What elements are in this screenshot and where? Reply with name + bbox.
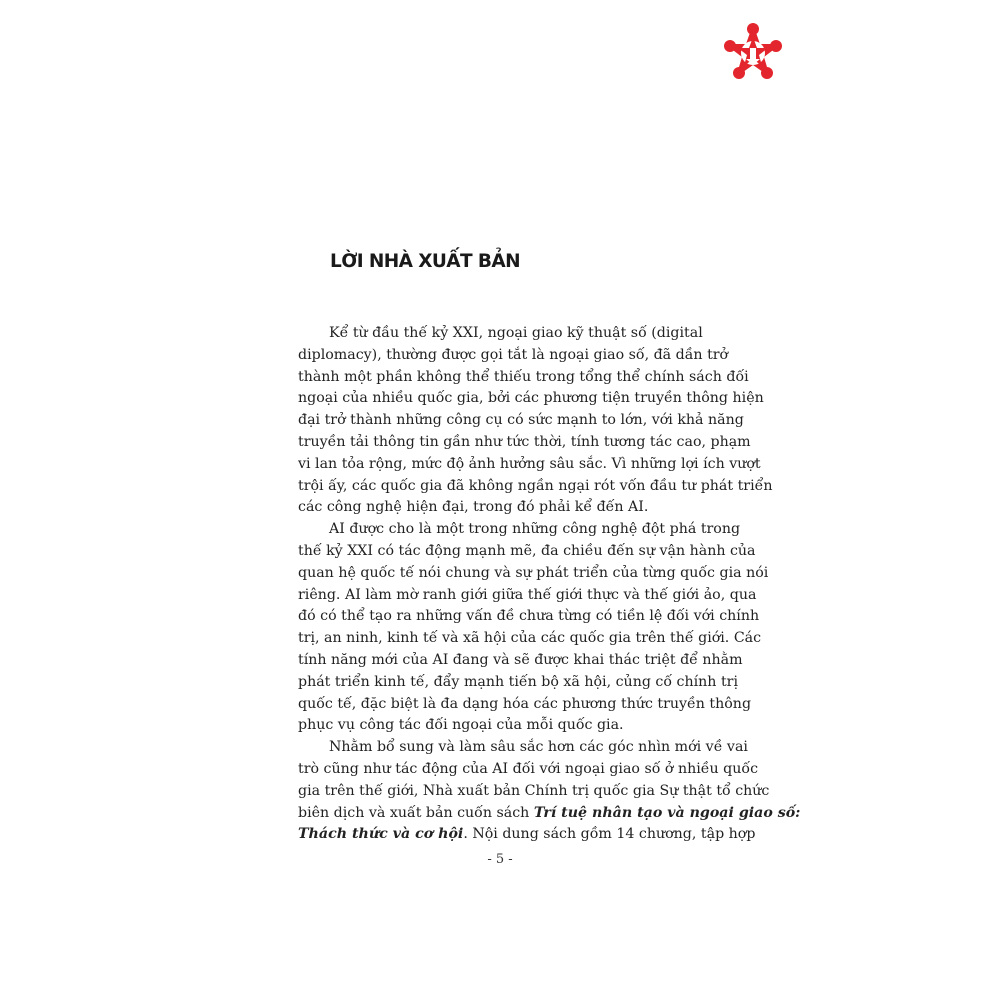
body-line: phục vụ công tác đối ngoại của mỗi quốc gia. [298,717,624,734]
red-star-emblem-icon [722,22,784,84]
body-line: riêng. AI làm mờ ranh giới giữa thế giới thực và thế giới ảo, qua [298,586,757,603]
body-line: vi lan tỏa rộng, mức độ ảnh hưởng sâu sắc. Vì những lợi ích vượt [298,455,761,472]
body-line: tính năng mới của AI đang và sẽ được khai thác triệt để nhằm [298,651,743,668]
body-line: Kể từ đầu thế kỷ XXI, ngoại giao kỹ thuật số (digital [329,325,703,341]
body-line: Nhằm bổ sung và làm sâu sắc hơn các góc nhìn mới về vai [329,739,748,756]
publisher-logo [722,22,784,84]
body-line: đó có thể tạo ra những vấn đề chưa từng có tiền lệ đối với chính [298,608,760,625]
body-line: đại trở thành những công cụ có sức mạnh to lớn, với khả năng [298,412,744,429]
body-line: ngoại của nhiều quốc gia, bởi các phương tiện truyền thông hiện [298,390,764,407]
body-line: trị, an ninh, kinh tế và xã hội của các quốc gia trên thế giới. Các [298,630,762,647]
body-line: truyền tải thông tin gần như tức thời, tính tương tác cao, phạm [298,433,751,450]
body-line: trội ấy, các quốc gia đã không ngần ngại rót vốn đầu tư phát triển [298,477,773,494]
body-line: Thách thức và cơ hội. Nội dung sách gồm 14 chương, tập hợp [298,826,756,843]
body-line: thế kỷ XXI có tác động mạnh mẽ, đa chiều đến sự vận hành của [298,542,756,559]
body-line: trò cũng như tác động của AI đối với ngoại giao số ở nhiều quốc [298,760,759,777]
body-line: quốc tế, đặc biệt là đa dạng hóa các phương thức truyền thông [298,695,752,712]
body-line: các công nghệ hiện đại, trong đó phải kể đến AI. [298,499,649,516]
section-heading: LỜI NHÀ XUẤT BẢN [330,251,520,272]
book-title-part: Thách thức và cơ hội [298,826,464,843]
page-number: - 5 - [487,852,513,867]
body-line: gia trên thế giới, Nhà xuất bản Chính trị quốc gia Sự thật tổ chức [298,782,770,799]
book-title-part: Trí tuệ nhân tạo và ngoại giao số: [533,804,801,821]
body-line: biên dịch và xuất bản cuốn sách Trí tuệ nhân tạo và ngoại giao số: [298,804,801,821]
body-line: quan hệ quốc tế nói chung và sự phát triển của từng quốc gia nói [298,564,769,581]
body-line: thành một phần không thể thiếu trong tổng thể chính sách đối [298,368,749,385]
body-text [298,323,801,846]
body-line: diplomacy), thường được gọi tắt là ngoại giao số, đã dần trở [298,346,729,363]
body-line: phát triển kinh tế, đẩy mạnh tiến bộ xã hội, củng cố chính trị [298,673,738,690]
body-line: AI được cho là một trong những công nghệ đột phá trong [329,521,741,538]
